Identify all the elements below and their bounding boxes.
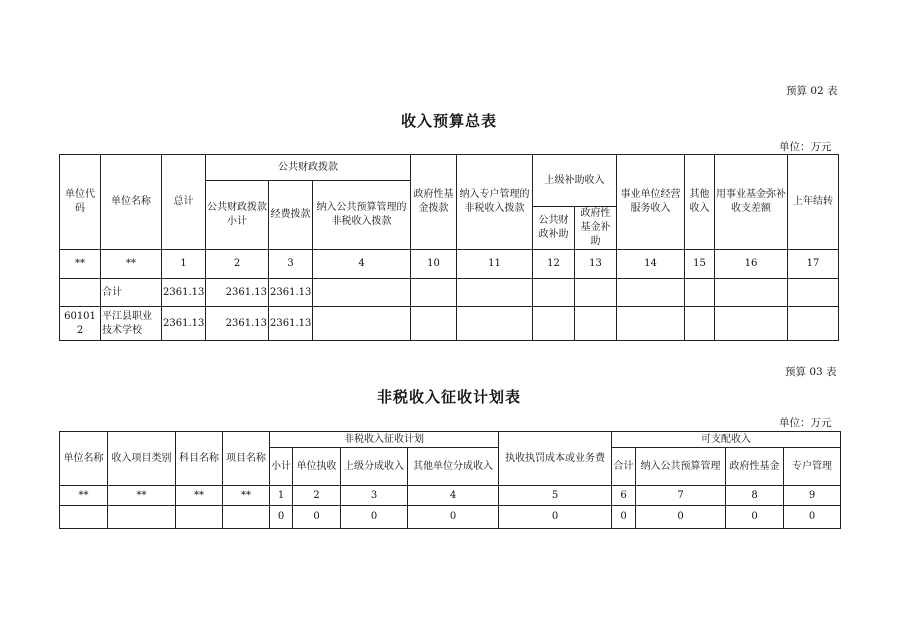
header-disp-gov-fund: 政府性基金 [726, 448, 784, 486]
header-disp-total: 合计 [612, 448, 636, 486]
header-gov-fund-subsidy: 政府性基金补助 [575, 207, 617, 250]
header-public-finance: 公共财政拨款 [206, 155, 411, 181]
header-total: 总计 [162, 155, 206, 250]
table2-unit: 单位：万元 [779, 417, 832, 429]
nontax-plan-table [59, 431, 841, 529]
header-disp-public-budget: 纳入公共预算管理 [636, 448, 726, 486]
header-plan-subtotal: 小计 [270, 448, 293, 486]
header-nontax-in-budget: 纳入公共预算管理的非税收入拨款 [313, 181, 411, 250]
header-unit-code: 单位代码 [60, 155, 101, 250]
table-row: 601012 平江县职业技术学校 2361.13 2361.13 2361.13 [60, 307, 839, 341]
header-gov-fund: 政府性基金拨款 [411, 155, 457, 250]
table-row: 合计 2361.13 2361.13 2361.13 [60, 279, 839, 307]
table2-tag: 预算 03 表 [785, 366, 837, 378]
header-business-service: 事业单位经营服务收入 [617, 155, 685, 250]
header-disposable: 可支配收入 [612, 432, 841, 448]
index-row: ** ** ** ** 1 2 3 4 5 6 7 8 9 [60, 486, 841, 506]
header-prior-carryover: 上年结转 [788, 155, 839, 250]
table2-title: 非税收入征收计划表 [376, 388, 521, 406]
header-income-category: 收入项目类别 [108, 432, 176, 486]
header-other-unit-share: 其他单位分成收入 [408, 448, 499, 486]
header-disp-special: 专户管理 [784, 448, 841, 486]
table1-title: 收入预算总表 [400, 112, 497, 130]
header-subject-name: 科目名称 [176, 432, 223, 486]
header-fee-appropriation: 经费拨款 [269, 181, 313, 250]
header-plan: 非税收入征收计划 [270, 432, 499, 448]
header-superior-share: 上级分成收入 [341, 448, 408, 486]
header-superior-subsidy: 上级补助收入 [533, 155, 617, 207]
header-special-nontax: 纳入专户管理的非税收入拨款 [457, 155, 533, 250]
table1-unit: 单位：万元 [779, 141, 832, 153]
header-unit-name: 单位名称 [60, 432, 108, 486]
header-unit-name: 单位名称 [101, 155, 162, 250]
index-row: ** ** 1 2 3 4 10 11 12 13 14 15 16 17 [60, 250, 839, 279]
header-unit-collection: 单位执收 [293, 448, 341, 486]
income-budget-table [59, 154, 839, 341]
table1-tag: 预算 02 表 [786, 85, 838, 97]
table-row: 0 0 0 0 0 0 0 0 0 [60, 506, 841, 529]
header-project-name: 项目名称 [223, 432, 270, 486]
header-fund-offset: 用事业基金弥补收支差额 [715, 155, 788, 250]
header-other-income: 其他收入 [685, 155, 715, 250]
header-pf-subtotal: 公共财政拨款小计 [206, 181, 269, 250]
header-enforcement-cost: 执收执罚成本或业务费 [499, 432, 612, 486]
header-public-finance-subsidy: 公共财政补助 [533, 207, 575, 250]
